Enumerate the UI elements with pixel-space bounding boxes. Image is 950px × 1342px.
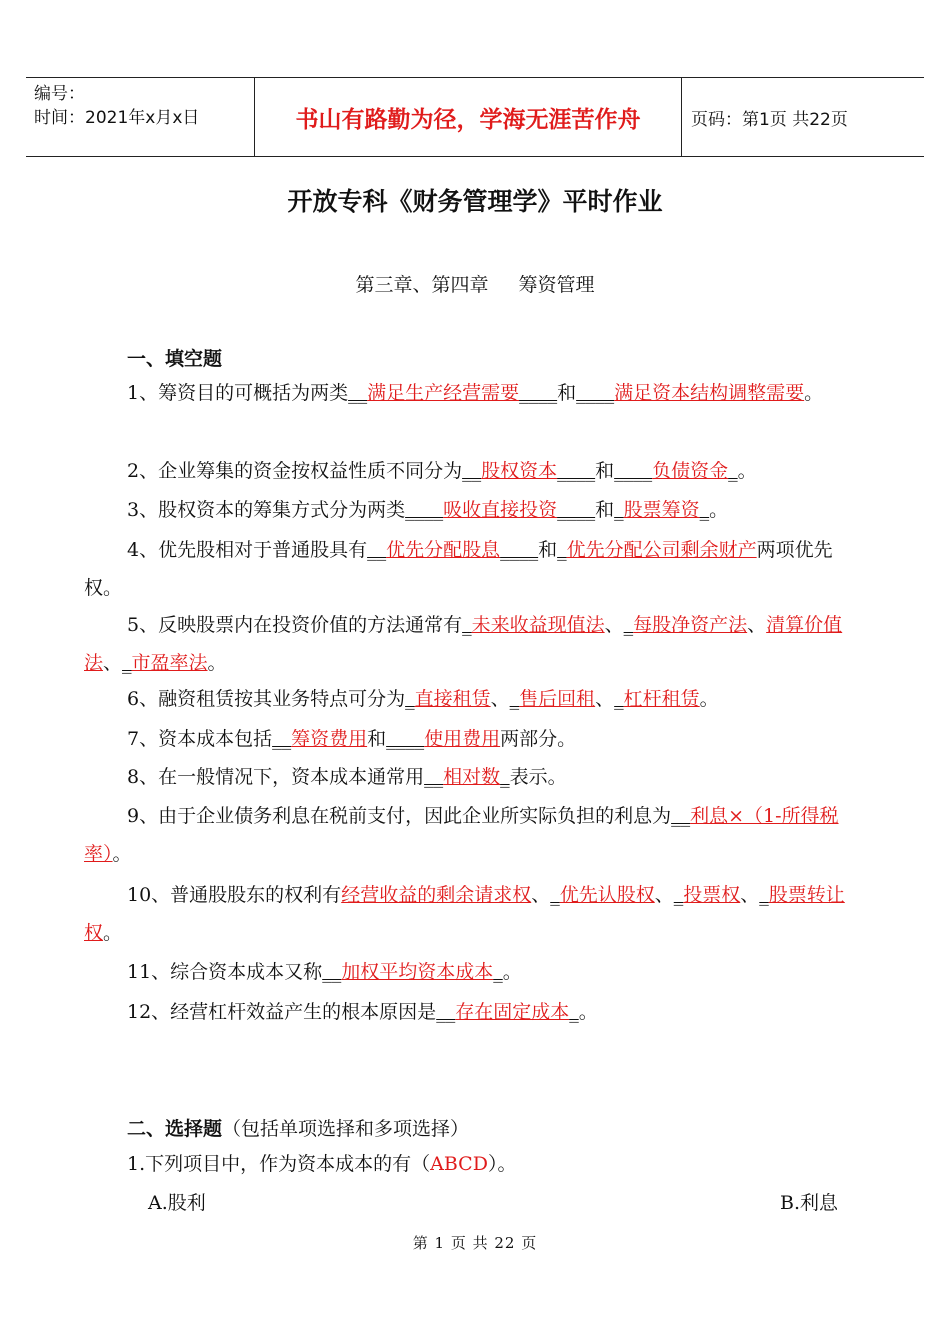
question-11: 11、综合资本成本又称__加权平均资本成本_。 (127, 961, 522, 983)
answer: 筹资费用 (291, 728, 368, 750)
question-7: 7、资本成本包括__筹资费用和____使用费用两部分。 (127, 728, 577, 750)
answer: 未来收益现值法 (471, 614, 605, 636)
chapter-subtitle (0, 270, 950, 297)
time-label: 时间：2021年x月x日 (34, 108, 200, 128)
answer: 杠杆租赁 (623, 688, 700, 710)
answer: 优先分配股息 (386, 539, 501, 561)
answer: 存在固定成本 (455, 1001, 570, 1023)
section-fill-blank-heading: 一、填空题 (127, 348, 223, 370)
option-b: B.利息 (780, 1192, 839, 1214)
answer: ABCD (430, 1153, 488, 1175)
answer: 优先分配公司剩余财产 (566, 539, 757, 561)
document-header (26, 77, 924, 157)
answer: 相对数 (443, 766, 501, 788)
answer: 满足生产经营需要 (367, 382, 520, 404)
question-2: 2、企业筹集的资金按权益性质不同分为__股权资本____和____负债资金_。 (127, 460, 757, 482)
answer: 直接租赁 (414, 688, 491, 710)
answer: 清算价值法 (84, 614, 843, 674)
question-6: 6、融资租赁按其业务特点可分为_直接租赁、_售后回租、_杠杆租赁。 (127, 688, 719, 710)
answer: 使用费用 (424, 728, 501, 750)
option-a: A.股利 (148, 1192, 206, 1214)
answer: 满足资本结构调整需要 (614, 382, 805, 404)
answer: 经营收益的剩余请求权 (341, 884, 532, 906)
page-footer: 第 1 页 共 22 页 (412, 1234, 538, 1252)
answer: 利息×（1-所得税率） (84, 805, 839, 865)
answer: 股票转让权 (84, 884, 845, 944)
answer: 投票权 (683, 884, 741, 906)
serial-label: 编号： (34, 84, 85, 104)
section-choice-heading: 二、选择题（包括单项选择和多项选择） (127, 1118, 470, 1140)
subtitle-topic: 筹资管理 (518, 274, 595, 296)
answer: 售后回租 (519, 688, 596, 710)
header-page-info: 页码：第1页 共22页 (691, 109, 848, 130)
subtitle-chapters: 第三章、第四章 (355, 274, 489, 296)
question-1: 1、筹资目的可概括为两类__满足生产经营需要____和____满足资本结构调整需要。 (127, 382, 824, 404)
answer: 股票筹资 (623, 499, 700, 521)
mc-question-1: 1.下列项目中，作为资本成本的有（ABCD）。 (127, 1153, 517, 1175)
answer: 市盈率法 (131, 652, 208, 674)
answer: 股权资本 (481, 460, 558, 482)
header-meta (26, 78, 254, 156)
question-8: 8、在一般情况下，资本成本通常用__相对数_表示。 (127, 766, 567, 788)
answer: 负债资金 (652, 460, 729, 482)
header-motto: 书山有路勤为径，学海无涯苦作舟 (254, 78, 682, 156)
answer: 吸收直接投资 (443, 499, 558, 521)
question-9: 9、由于企业债务利息在税前支付，因此企业所实际负担的利息为__利息×（1-所得税率）。 (84, 805, 839, 865)
question-12: 12、经营杠杆效益产生的根本原因是__存在固定成本_。 (127, 1001, 598, 1023)
document-title: 开放专科《财务管理学》平时作业 (287, 187, 663, 216)
answer: 每股净资产法 (633, 614, 748, 636)
answer: 加权平均资本成本 (341, 961, 494, 983)
question-4: 4、优先股相对于普通股具有__优先分配股息____和_优先分配公司剩余财产两项优先权。 (84, 539, 833, 599)
question-3: 3、股权资本的筹集方式分为两类____吸收直接投资____和_股票筹资_。 (127, 499, 729, 521)
question-5: 5、反映股票内在投资价值的方法通常有_未来收益现值法、_每股净资产法、清算价值法、_市盈率法。 (84, 614, 843, 674)
answer: 优先认股权 (559, 884, 655, 906)
question-10: 10、普通股股东的权利有经营收益的剩余请求权、_优先认股权、_投票权、_股票转让权。 (84, 884, 845, 944)
